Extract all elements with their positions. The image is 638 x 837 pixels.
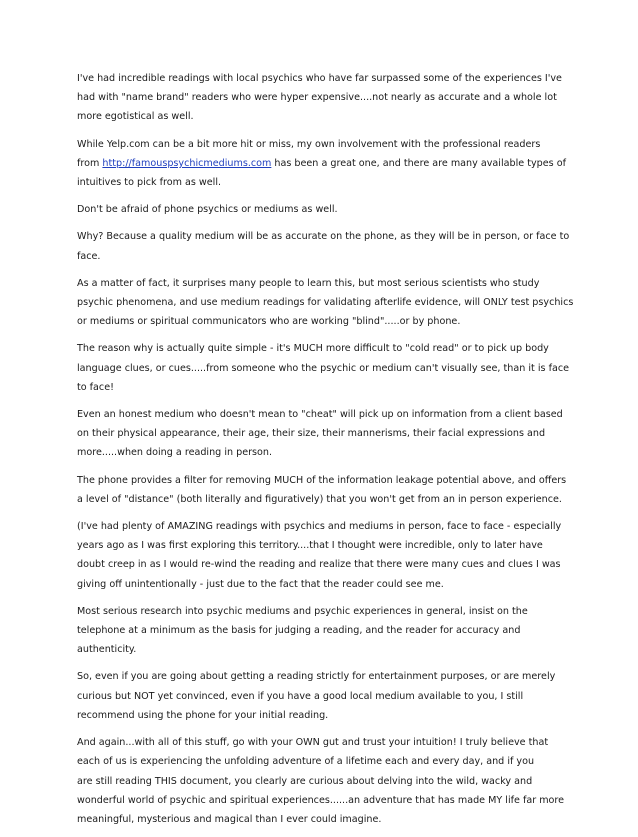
text-line: And again...with all of this stuff, go with your OWN gut and trust your intuition! I truly believe that [77, 737, 549, 749]
paragraph-3 [77, 200, 567, 219]
paragraph-10 [77, 602, 567, 660]
document-body [77, 69, 574, 837]
text-line: had with "name brand" readers who were hyper expensive....not nearly as accurate and a whole lot [77, 92, 557, 104]
text-line: more egotistical as well. [77, 111, 194, 123]
text-line: curious but NOT yet convinced, even if you have a good local medium available to you, I still [77, 690, 524, 702]
paragraph-9 [77, 517, 567, 594]
text-line: years ago as I was first exploring this territory....that I thought were incredible, only to later have [77, 540, 543, 552]
text-line: giving off unintentionally - just due to the fact that the reader could see me. [77, 578, 444, 590]
paragraph-4 [77, 227, 570, 265]
paragraph-11 [77, 667, 567, 725]
text-line: or mediums or spiritual communicators who are working "blind".....or by phone. [77, 316, 461, 328]
text-segment: has been a great one, and there are many available types of [271, 157, 566, 169]
paragraph-6 [77, 339, 570, 397]
text-line: intuitives to pick from as well. [77, 177, 222, 189]
text-line: each of us is experiencing the unfolding adventure of a lifetime each and every day, and if you [77, 756, 535, 768]
text-line: (I've had plenty of AMAZING readings with psychics and mediums in person, face to face - especially [77, 521, 562, 533]
text-line: face. [77, 250, 101, 262]
website-link[interactable]: http://famouspsychicmediums.com [102, 157, 272, 169]
text-line: Don't be afraid of phone psychics or mediums as well. [77, 204, 338, 216]
text-line: As a matter of fact, it surprises many people to learn this, but most serious scientists who study [77, 277, 540, 289]
text-line: The phone provides a filter for removing MUCH of the information leakage potential above, and offers [77, 474, 567, 486]
text-line: Most serious research into psychic mediums and psychic experiences in general, insist on the [77, 605, 528, 617]
text-line: wonderful world of psychic and spiritual experiences......an adventure that has made MY life far more [77, 794, 565, 806]
text-line: a level of "distance" (both literally and figuratively) that you won't get from an in person experience. [77, 493, 562, 505]
text-line-with-link [77, 154, 567, 173]
text-line: more.....when doing a reading in person. [77, 447, 273, 459]
text-line: recommend using the phone for your initial reading. [77, 709, 329, 721]
paragraph-12 [77, 733, 567, 829]
text-segment: from [77, 157, 103, 169]
paragraph-7 [77, 405, 567, 463]
text-line: Why? Because a quality medium will be as accurate on the phone, as they will be in person, or face to [77, 231, 570, 243]
text-line: language clues, or cues.....from someone who the psychic or medium can't visually see, than it is face [77, 362, 570, 374]
paragraph-8 [77, 471, 567, 509]
text-line: I've had incredible readings with local psychics who have far surpassed some of the experiences I've [77, 73, 562, 84]
text-line: meaningful, mysterious and magical than I ever could imagine. [77, 813, 382, 825]
text-line: telephone at a minimum as the basis for judging a reading, and the reader for accuracy and [77, 625, 521, 637]
text-line: to face! [77, 381, 114, 393]
text-line: are still reading THIS document, you clearly are curious about delving into the wild, wacky and [77, 775, 533, 787]
paragraph-2 [77, 135, 567, 193]
text-line: psychic phenomena, and use medium readings for validating afterlife evidence, will ONLY test psychics [77, 297, 574, 309]
text-line: authenticity. [77, 644, 137, 656]
text-line: doubt creep in as I would re-wind the reading and realize that there were many cues and clues I was [77, 559, 561, 571]
paragraph-1 [77, 69, 567, 127]
text-line: So, even if you are going about getting a reading strictly for entertainment purposes, or are merely [77, 671, 556, 683]
text-line: on their physical appearance, their age, their size, their mannerisms, their facial expressions and [77, 428, 546, 440]
text-line: The reason why is actually quite simple - it's MUCH more difficult to "cold read" or to pick up body [77, 343, 549, 355]
paragraph-5 [77, 274, 574, 332]
text-line: While Yelp.com can be a bit more hit or miss, my own involvement with the professional readers [77, 138, 541, 150]
text-line: Even an honest medium who doesn't mean to "cheat" will pick up on information from a client based [77, 409, 563, 421]
